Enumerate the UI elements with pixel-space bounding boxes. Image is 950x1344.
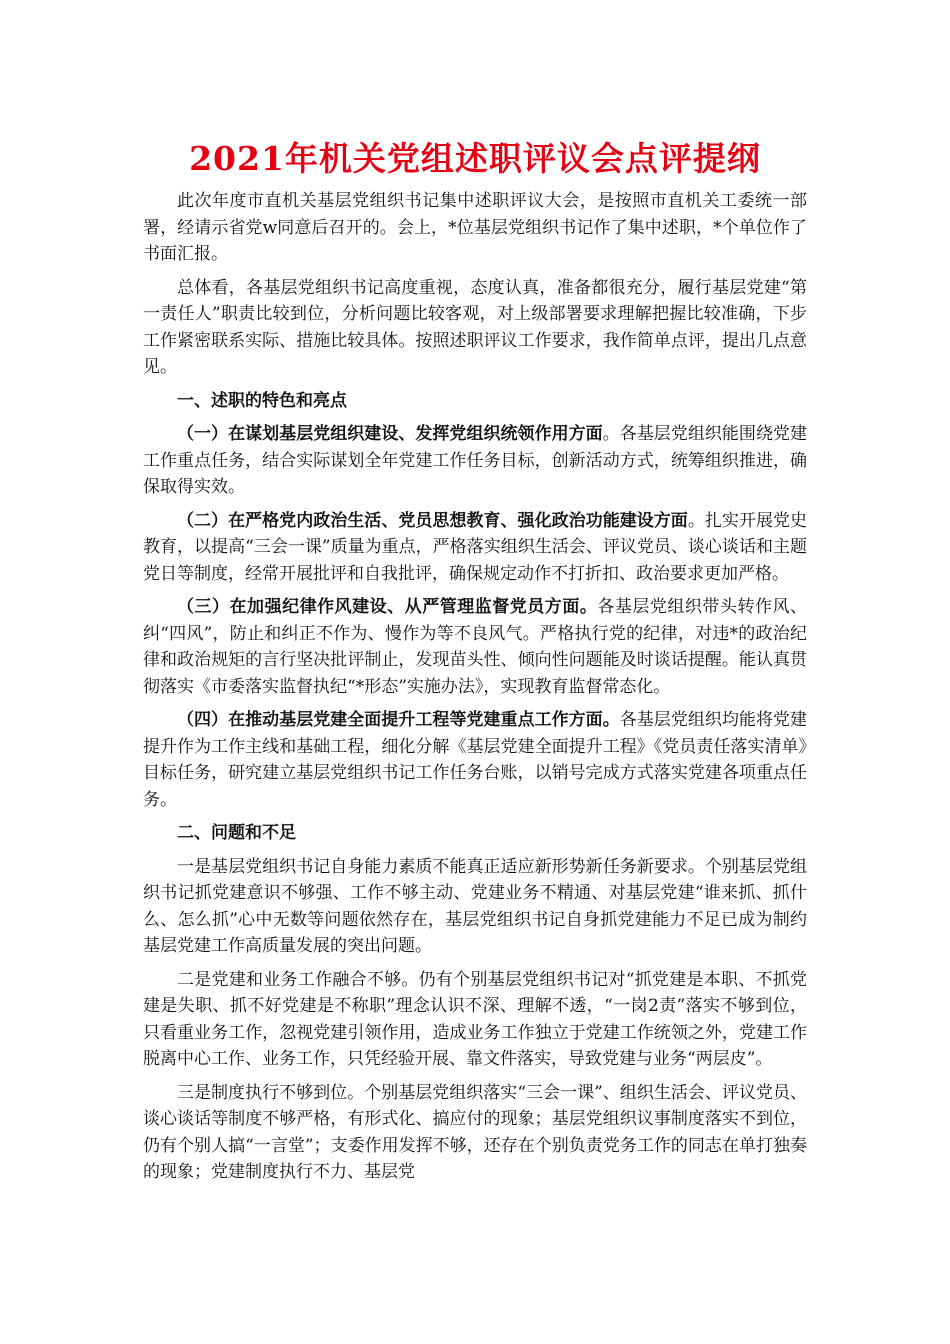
highlight-item-3-body: 各基层党组织带头转作风、纠“四风”，防止和纠正不作为、慢作为等不良风气。严格执行党的纪律，对违*的政治纪律和政治规矩的言行坚决批评制止，发现苗头性、倾向性问题能及时谈话提醒。能认真贯彻落实《市委落实监督执纪“*形态”实施办法》，实现教育监督常态化。: [143, 597, 808, 697]
document-page: [143, 138, 807, 1193]
highlight-item-2-lead: （二）在严格党内政治生活、党员思想教育、强化政治功能建设方面: [177, 510, 688, 531]
problem-paragraph-3: 三是制度执行不够到位。个别基层党组织落实“三会一课”、组织生活会、评议党员、谈心谈话等制度不够严格，有形式化、搞应付的现象；基层党组织议事制度落实不到位，仍有个别人搞“一言堂”；支委作用发挥不够，还存在个别负责党务工作的同志在单打独奏的现象；党建制度执行不力、基层党: [143, 1082, 807, 1182]
highlight-item-2: [143, 508, 807, 588]
highlight-item-1-lead: （一）在谋划基层党组织建设、发挥党组织统领作用方面: [177, 424, 603, 444]
document-title: 2021年机关党组述职评议会点评提纲: [189, 139, 761, 178]
highlight-item-1: [143, 421, 807, 501]
highlight-item-4-lead: （四）在推动基层党建全面提升工程等党建重点工作方面。: [177, 710, 620, 730]
highlight-item-3-lead: （三）在加强纪律作风建设、从严管理监督党员方面。: [177, 597, 598, 617]
intro-paragraph-2: 总体看，各基层党组织书记高度重视，态度认真，准备都很充分，履行基层党建“第一责任人”职责比较到位，分析问题比较客观，对上级部署要求理解把握比较准确，下步工作紧密联系实际、措施比较具体。按照述职评议工作要求，我作简单点评，提出几点意见。: [143, 277, 807, 377]
problem-paragraph-2: 二是党建和业务工作融合不够。仍有个别基层党组织书记对“抓党建是本职、不抓党建是失职、抓不好党建是不称职”理念认识不深、理解不透，“一岗2责”落实不够到位，只看重业务工作，忽视党建引领作用，造成业务工作独立于党建工作统领之外，党建工作脱离中心工作、业务工作，只凭经验开展、靠文件落实，导致党建与业务“两层皮”。: [143, 969, 807, 1069]
highlight-item-4-body: 各基层党组织均能将党建提升作为工作主线和基础工程，细化分解《基层党建全面提升工程》《党员责任落实清单》目标任务，研究建立基层党组织书记工作任务台账，以销号完成方式落实党建各项重点任务。: [143, 710, 808, 810]
highlight-item-3: [143, 594, 807, 700]
problem-paragraph-1: 一是基层党组织书记自身能力素质不能真正适应新形势新任务新要求。个别基层党组织书记抓党建意识不够强、工作不够主动、党建业务不精通、对基层党建“谁来抓、抓什么、怎么抓”心中无数等问题依然存在，基层党组织书记自身抓党建能力不足已成为制约基层党建工作高质量发展的突出问题。: [143, 856, 807, 956]
intro-paragraph-1: 此次年度市直机关基层党组织书记集中述职评议大会，是按照市直机关工委统一部署，经请示省党w同意后召开的。会上，*位基层党组织书记作了集中述职，*个单位作了书面汇报。: [143, 191, 807, 264]
section-heading-problems: 二、问题和不足: [177, 823, 296, 843]
highlight-item-1-body: 。各基层党组织能围绕党建工作重点任务，结合实际谋划全年党建工作任务目标，创新活动方式，统筹组织推进，确保取得实效。: [143, 424, 808, 497]
highlight-item-2-body: 。扎实开展党史教育，以提高“三会一课”质量为重点，严格落实组织生活会、评议党员、谈心谈话和主题党日等制度，经常开展批评和自我批评，确保规定动作不打折扣、政治要求更加严格。: [143, 510, 808, 584]
section-heading-highlights: 一、述职的特色和亮点: [177, 390, 347, 411]
highlight-item-4: [143, 707, 807, 813]
